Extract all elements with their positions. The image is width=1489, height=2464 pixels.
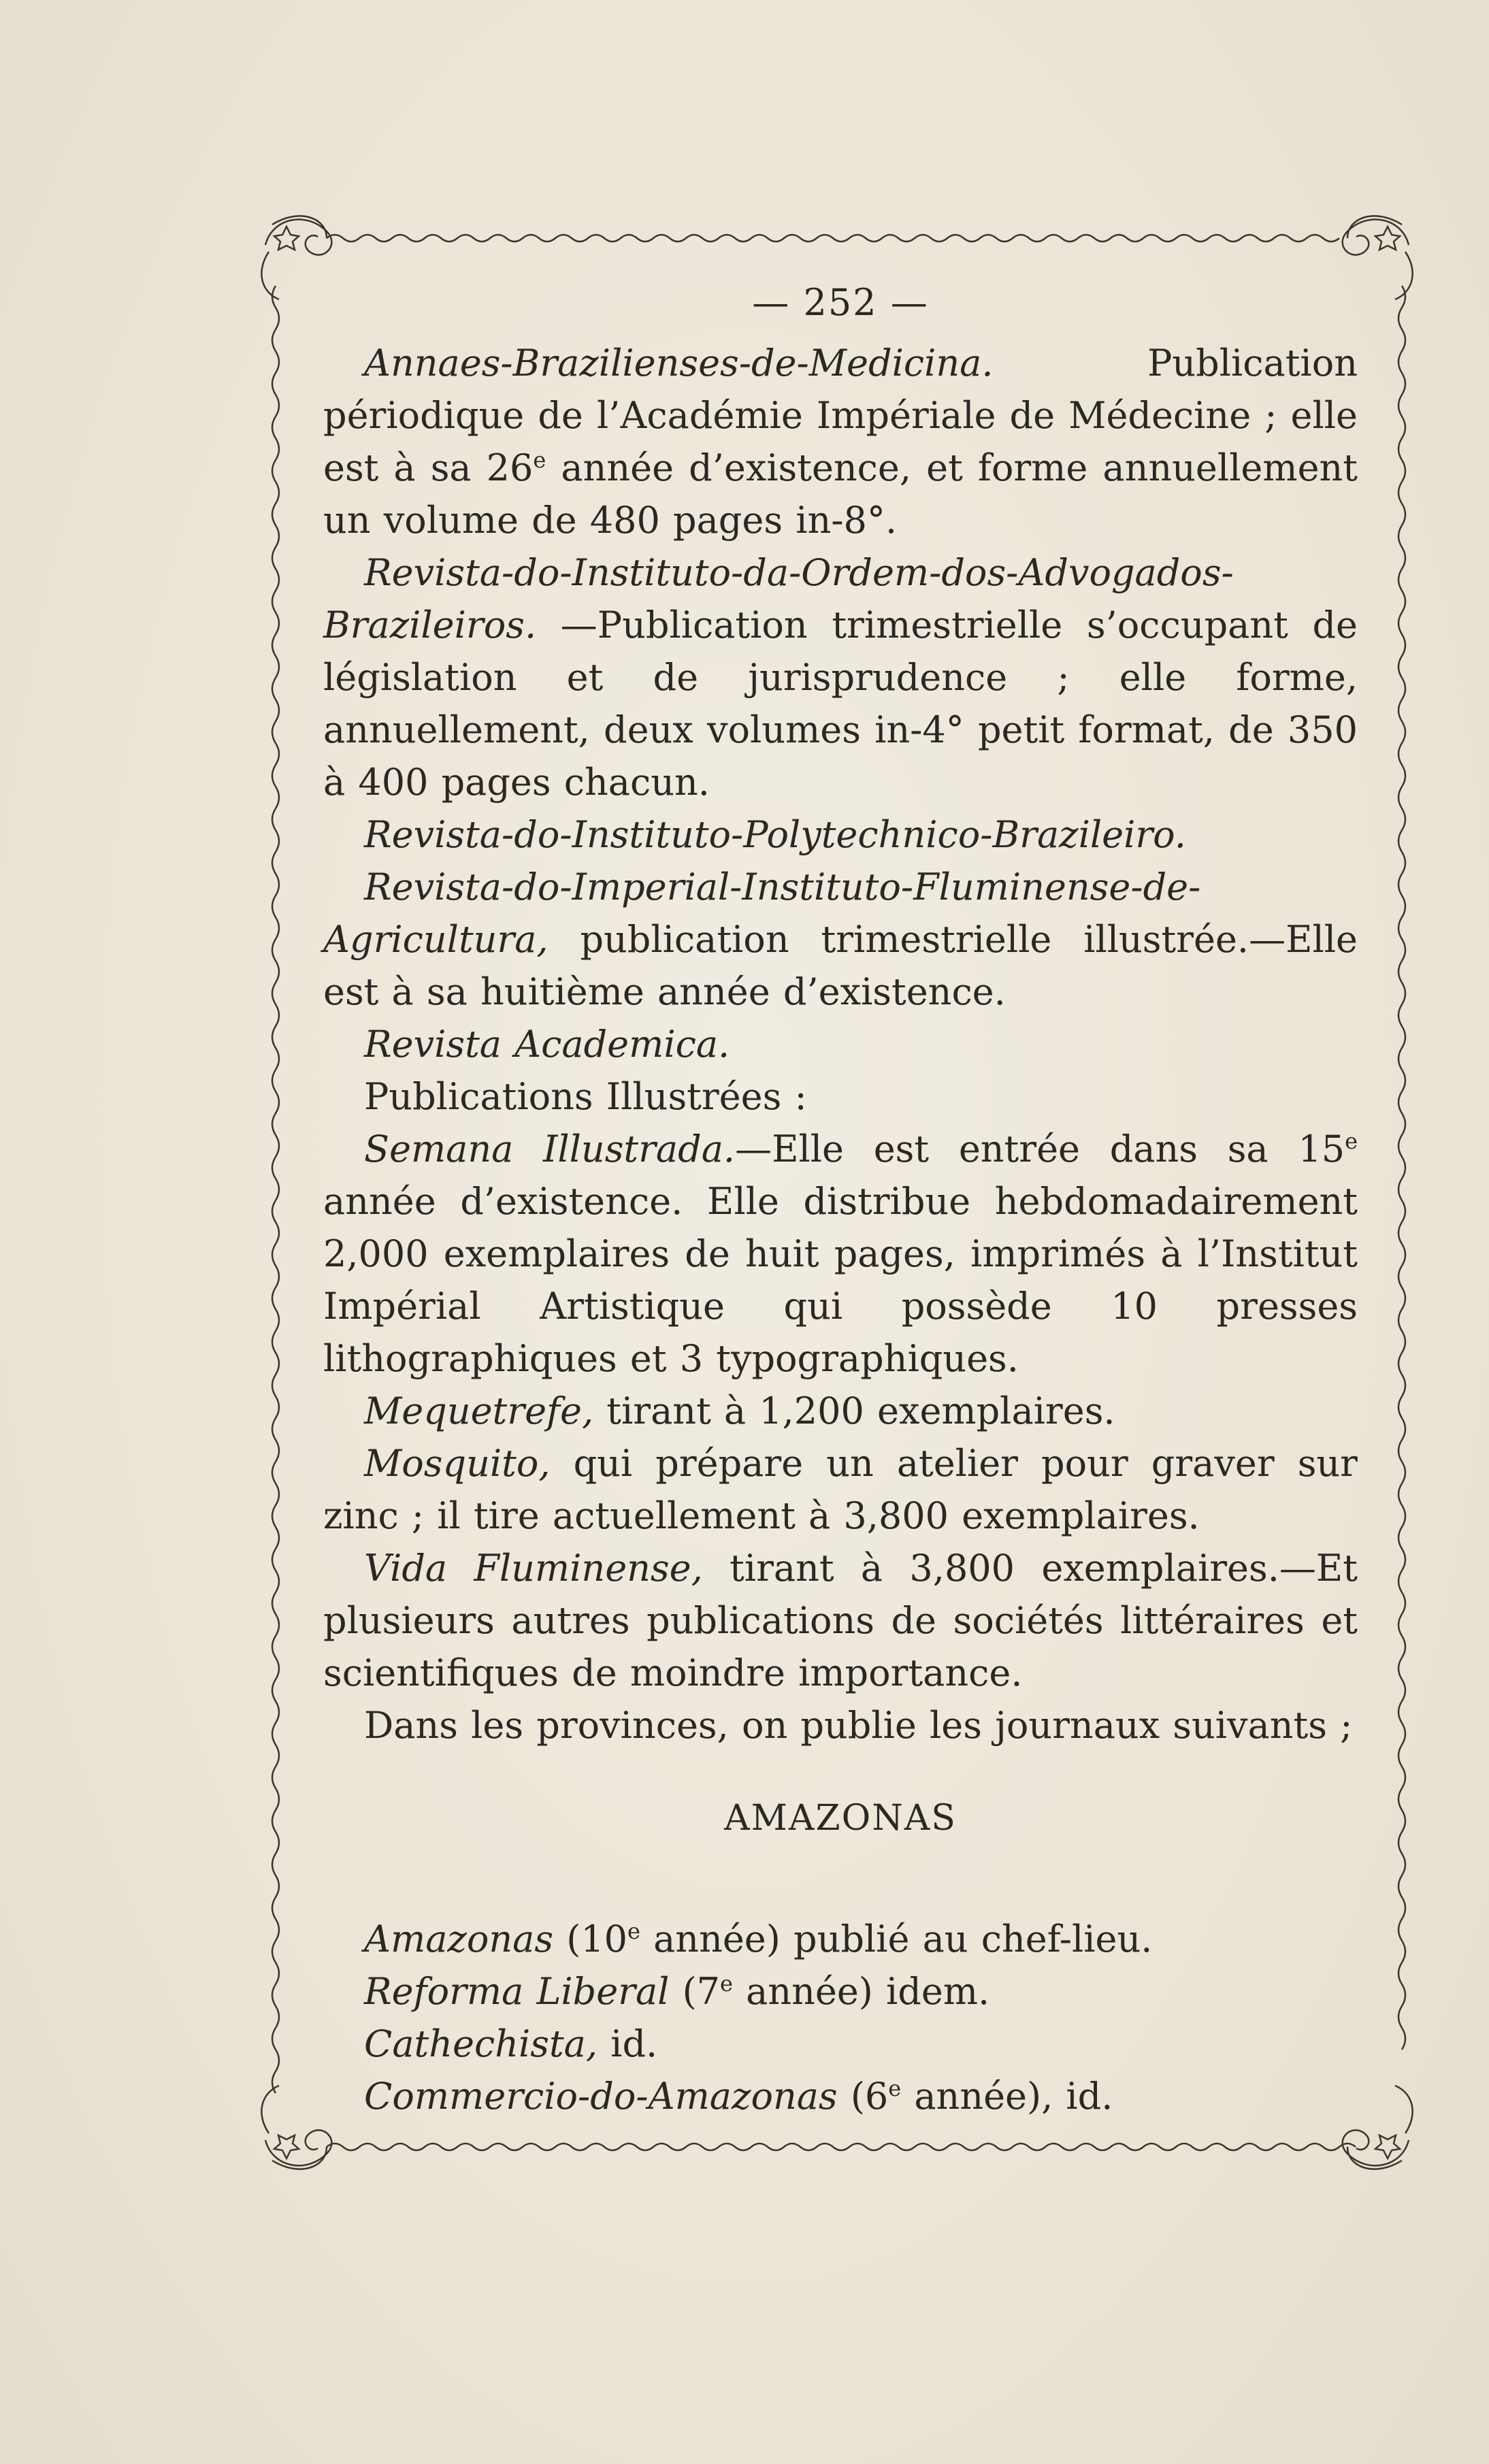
entry-title: Mosquito, (364, 1442, 551, 1485)
page-number: — 252 — (752, 281, 929, 324)
entry-cathechista: Cathechista, id. (364, 2022, 658, 2065)
page-text (323, 269, 1358, 2122)
entry-title: Revista-do-Imperial-Instituto-Fluminense-de-Agricultura, (323, 866, 1201, 961)
entry-mequetrefe: Mequetrefe, tirant à 1,200 exemplaires. (364, 1390, 1115, 1432)
entry-title: Vida Fluminense, (364, 1547, 703, 1590)
entry-title: Reforma Liberal (364, 1970, 670, 2013)
entry-revista-advogados: Revista-do-Instituto-da-Ordem-dos-Advogados-Brazileiros. —Publication trimestrielle s’occupant de législation et de jurisprudence ; elle forme, annuellement, deux volumes in-4° petit format, de 350 à 400 pages chacun. (323, 551, 1358, 804)
entry-vida-fluminense: Vida Fluminense, tirant à 3,800 exemplaires.—Et plusieurs autres publications de sociétés littéraires et scientifiques de moindre importance. (323, 1547, 1358, 1694)
provinces-intro: Dans les provinces, on publie les journaux suivants ; (364, 1704, 1353, 1747)
entry-reforma-liberal: Reforma Liberal (7e année) idem. (364, 1970, 990, 2013)
entry-amazonas: Amazonas (10e année) publié au chef-lieu. (364, 1918, 1153, 1960)
entry-annaes: Annaes-Brazilienses-de-Medicina. Publication périodique de l’Académie Impériale de Médecine ; elle est à sa 26e année d’existence, et forme annuellement un volume de 480 pages in-8°. (323, 342, 1358, 542)
entry-commercio-amazonas: Commercio-do-Amazonas (6e année), id. (364, 2075, 1113, 2118)
entry-revista-agricultura: Revista-do-Imperial-Instituto-Fluminense-de-Agricultura, publication trimestrielle illustrée.—Elle est à sa huitième année d’existence. (323, 866, 1358, 1013)
entry-mosquito: Mosquito, qui prépare un atelier pour graver sur zinc ; il tire actuellement à 3,800 exemplaires. (323, 1442, 1358, 1537)
entry-revista-academica (323, 1018, 1358, 1070)
entry-semana-illustrada: Semana Illustrada.—Elle est entrée dans sa 15e année d’existence. Elle distribue hebdomadairement 2,000 exemplaires de huit pages, imprimés à l’Institut Impérial Artistique qui possède 10 presses lithographiques et 3 typographiques. (323, 1128, 1358, 1380)
entry-title: Revista-do-Instituto-da-Ordem-dos-Advogados-Brazileiros. (323, 551, 1234, 646)
entry-title: Cathechista, (364, 2022, 598, 2065)
entry-title: Mequetrefe, (364, 1390, 594, 1432)
entry-title: Annaes-Brazilienses-de-Medicina. (364, 342, 994, 384)
entry-title: Revista Academica. (364, 1023, 730, 1066)
entry-title: Commercio-do-Amazonas (364, 2075, 838, 2118)
entry-title: Amazonas (364, 1918, 554, 1960)
entry-revista-polytechnico (323, 808, 1358, 861)
entry-title: Semana Illustrada. (364, 1128, 736, 1170)
section-heading-amazonas: AMAZONAS (724, 1798, 957, 1839)
publications-illustrees-label: Publications Illustrées : (364, 1075, 807, 1118)
entry-title: Revista-do-Instituto-Polytechnico-Brazileiro. (364, 813, 1186, 856)
